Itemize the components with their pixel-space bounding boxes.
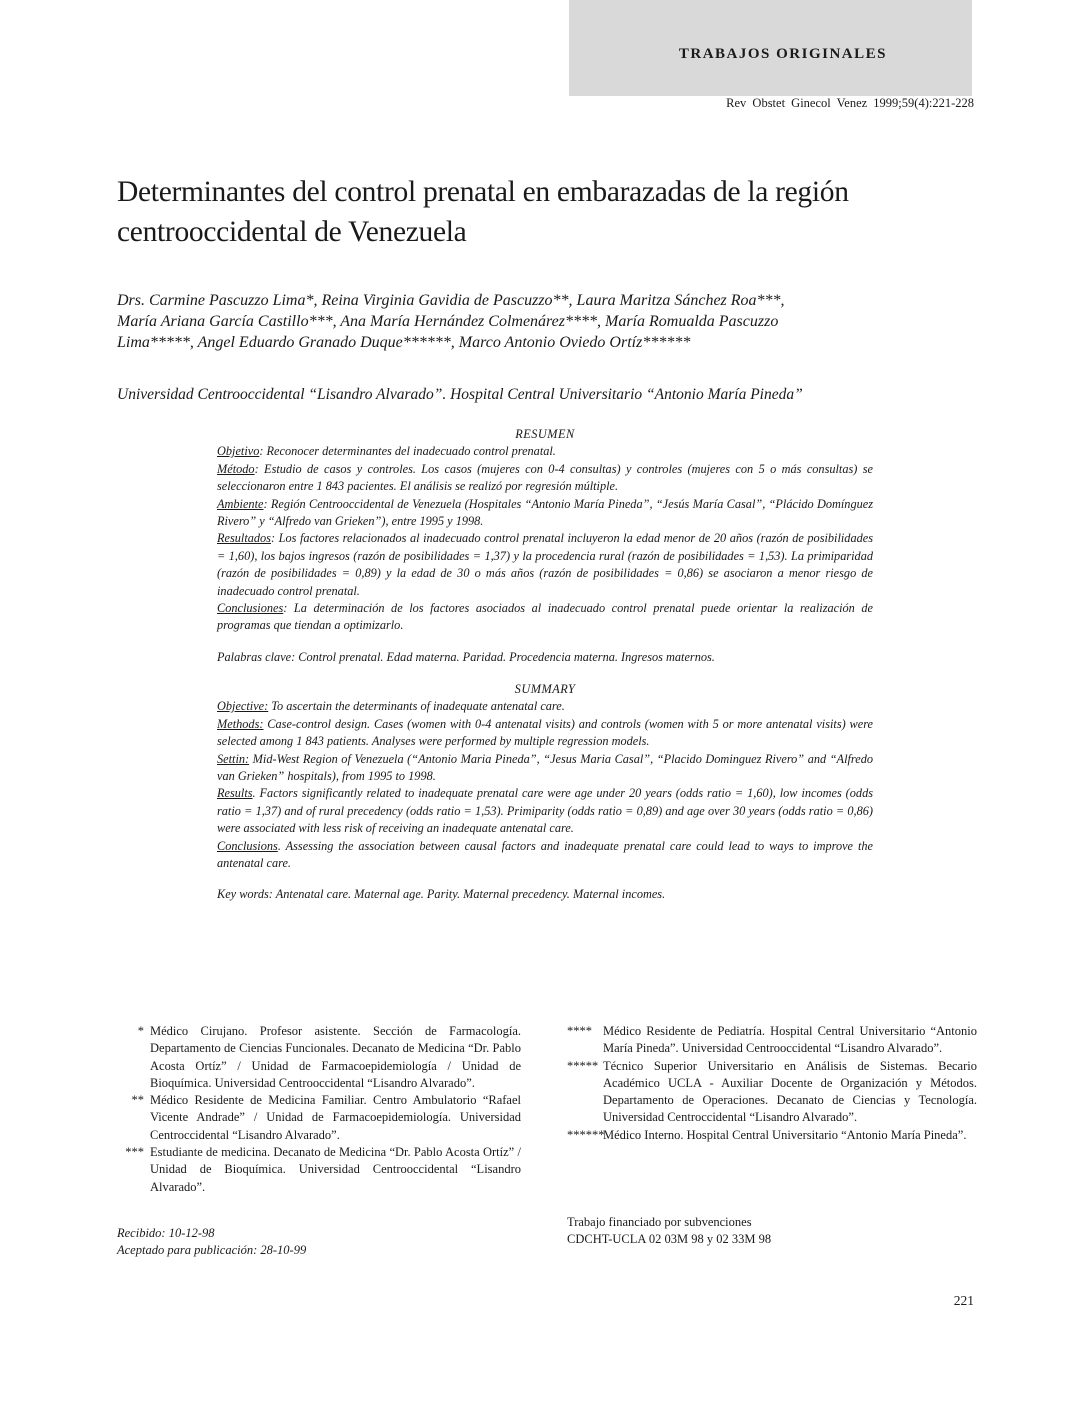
summary-setting <box>217 751 873 786</box>
title-line: centrooccidental de Venezuela <box>117 216 467 248</box>
author-line: Lima*****, Angel Eduardo Granado Duque******, Marco Antonio Oviedo Ortíz****** <box>117 334 691 351</box>
objetivo-label: Objetivo <box>217 444 260 459</box>
resumen-resultados <box>217 530 873 600</box>
footnote-text: Médico Residente de Medicina Familiar. Centro Ambulatorio “Rafael Vicente Andrade” / Unidad de Farmacoepidemiología. Universidad Centroccidental “Lisandro Alvarado”. <box>150 1093 521 1142</box>
results-text: . Factors significantly related to inadequate prenatal care were age under 20 years (odds ratio = 1,60), low incomes (odds ratio = 1,37) and of rural precedency (odds ratio = 1,53). Primiparity (odds ratio = 0,89) and age over 30 years (odds ratio = 0,86) were associated with less risk of receiving an inadequate antenatal care. <box>217 786 873 836</box>
conclusiones-text: : La determinación de los factores asociados al inadecuado control prenatal puede orientar la realización de programas que tiendan a optimizarlo. <box>217 601 873 633</box>
resumen-abstract <box>217 426 873 666</box>
metodo-label: Método <box>217 461 255 476</box>
footnote-text: Médico Residente de Pediatría. Hospital Central Universitario “Antonio María Pineda”. Universidad Centrooccidental “Lisandro Alvarado”. <box>603 1024 977 1056</box>
objetivo-text: : Reconocer determinantes del inadecuado control prenatal. <box>259 444 556 459</box>
footnote <box>567 1023 977 1058</box>
resultados-label: Resultados <box>217 531 271 546</box>
author-line: María Ariana García Castillo***, Ana María Hernández Colmenárez****, María Romualda Pascuzzo <box>117 313 779 330</box>
resumen-ambiente <box>217 496 873 531</box>
footnote-text: Médico Cirujano. Profesor asistente. Sección de Farmacología. Departamento de Ciencias Funcionales. Decanato de Medicina “Dr. Pablo Acosta Ortíz” / Unidad de Farmacoepidemiología / Unidad de Bioquímica. Universidad Centrooccidental “Lisandro Alvarado”. <box>150 1024 521 1090</box>
resumen-objetivo <box>217 443 873 460</box>
ambiente-text: : Región Centrooccidental de Venezuela (Hospitales “Antonio María Pineda”, “Jesús María Casal”, “Plácido Domínguez Rivero” y “Alfredo van Grieken”), entre 1995 y 1998. <box>217 496 873 529</box>
footnotes-right-column <box>567 1023 977 1144</box>
accepted-date: Aceptado para publicación: 28-10-99 <box>117 1243 307 1257</box>
journal-citation: Rev Obstet Ginecol Venez 1999;59(4):221-228 <box>726 96 974 110</box>
section-label: TRABAJOS ORIGINALES <box>678 46 887 62</box>
footnote <box>567 1127 977 1144</box>
resumen-conclusiones <box>217 600 873 635</box>
footnote-text: Técnico Superior Universitario en Análisis de Sistemas. Becario Académico UCLA - Auxiliar Docente de Organización y Métodos. Departamento de Operaciones. Decanato de Ciencias y Tecnología. Universidad Centroccidental “Lisandro Alvarado”. <box>603 1058 977 1125</box>
footnote <box>117 1144 521 1196</box>
palabras-clave: Palabras clave: Control prenatal. Edad materna. Paridad. Procedencia materna. Ingresos maternos. <box>217 649 715 664</box>
objective-text: To ascertain the determinants of inadequate antenatal care. <box>268 699 565 714</box>
footnote <box>117 1092 521 1144</box>
title-line: Determinantes del control prenatal en embarazadas de la región <box>117 176 849 208</box>
article-title <box>117 172 977 252</box>
affiliation: Universidad Centrooccidental “Lisandro Alvarado”. Hospital Central Universitario “Antonio María Pineda” <box>117 386 803 403</box>
footnote-mark: **** <box>567 1024 592 1038</box>
footnote-text: Estudiante de medicina. Decanato de Medicina “Dr. Pablo Acosta Ortíz” / Unidad de Bioquímica. Universidad Centrooccidental “Lisandro Alvarado”. <box>150 1145 521 1194</box>
footnote-mark: ** <box>131 1093 144 1108</box>
footnote <box>117 1023 521 1092</box>
footnote-text: Médico Interno. Hospital Central Universitario “Antonio María Pineda”. <box>603 1127 967 1142</box>
summary-methods <box>217 716 873 751</box>
author-line: Drs. Carmine Pascuzzo Lima*, Reina Virginia Gavidia de Pascuzzo**, Laura Maritza Sánchez Roa***, <box>117 292 785 309</box>
metodo-text: : Estudio de casos y controles. Los casos (mujeres con 0-4 consultas) y controles (mujeres con 5 o más consultas) se seleccionaron entre 1 843 pacientes. El análisis se realizó por regresión múltiple. <box>217 461 873 494</box>
setting-label: Settin: <box>217 751 250 766</box>
conclusiones-label: Conclusiones <box>217 601 284 616</box>
funding-line: Trabajo financiado por subvenciones <box>567 1215 752 1229</box>
footnote-mark: * <box>137 1024 144 1038</box>
summary-abstract <box>217 681 873 904</box>
summary-heading: SUMMARY <box>514 682 576 696</box>
methods-text: Case-control design. Cases (women with 0-4 antenatal visits) and controls (women with 5 or more antenatal visits) were selected among 1 843 patients. Analyses were performed by multiple regression models. <box>217 716 873 749</box>
objective-label: Objective: <box>217 699 269 714</box>
footnote-mark: *** <box>125 1145 144 1160</box>
summary-objective <box>217 698 873 715</box>
conclusions-text: . Assessing the association between causal factors and inadequate prenatal care could lead to ways to improve the antenatal care. <box>217 838 873 871</box>
footnotes-left-column <box>117 1023 521 1196</box>
summary-results <box>217 785 873 837</box>
footnote <box>567 1058 977 1127</box>
received-date: Recibido: 10-12-98 <box>117 1226 215 1240</box>
conclusions-label: Conclusions <box>217 838 278 853</box>
ambiente-label: Ambiente <box>217 496 264 511</box>
summary-conclusions <box>217 838 873 873</box>
results-label: Results <box>217 786 253 801</box>
page-number: 221 <box>953 1293 974 1308</box>
setting-text: Mid-West Region of Venezuela (“Antonio Maria Pineda”, “Jesus Maria Casal”, “Placido Dominguez Rivero” and “Alfredo van Grieken” hospitals), from 1995 to 1998. <box>217 751 873 784</box>
key-words: Key words: Antenatal care. Maternal age. Parity. Maternal precedency. Maternal incomes. <box>217 887 666 902</box>
resumen-metodo <box>217 461 873 496</box>
author-list <box>117 290 959 353</box>
footnote-mark: ***** <box>567 1058 599 1073</box>
methods-label: Methods: <box>217 716 264 731</box>
funding-note <box>567 1214 771 1248</box>
resumen-heading: RESUMEN <box>515 427 575 441</box>
footnote-mark: ****** <box>567 1127 605 1142</box>
resultados-text: : Los factores relacionados al inadecuado control prenatal incluyeron la edad menor de 20 años (razón de posibilidades = 1,60), los bajos ingresos (razón de posibilidades = 1,37) y la procedencia rural (razón de posibilidades = 1,53). La primiparidad (razón de posibilidades = 0,89) y la edad de 30 o más años (razón de posibilidades = 0,86) se asociaron a menor riesgo de inadecuado control prenatal. <box>217 531 873 598</box>
submission-dates <box>117 1225 306 1259</box>
funding-line: CDCHT-UCLA 02 03M 98 y 02 33M 98 <box>567 1232 772 1246</box>
